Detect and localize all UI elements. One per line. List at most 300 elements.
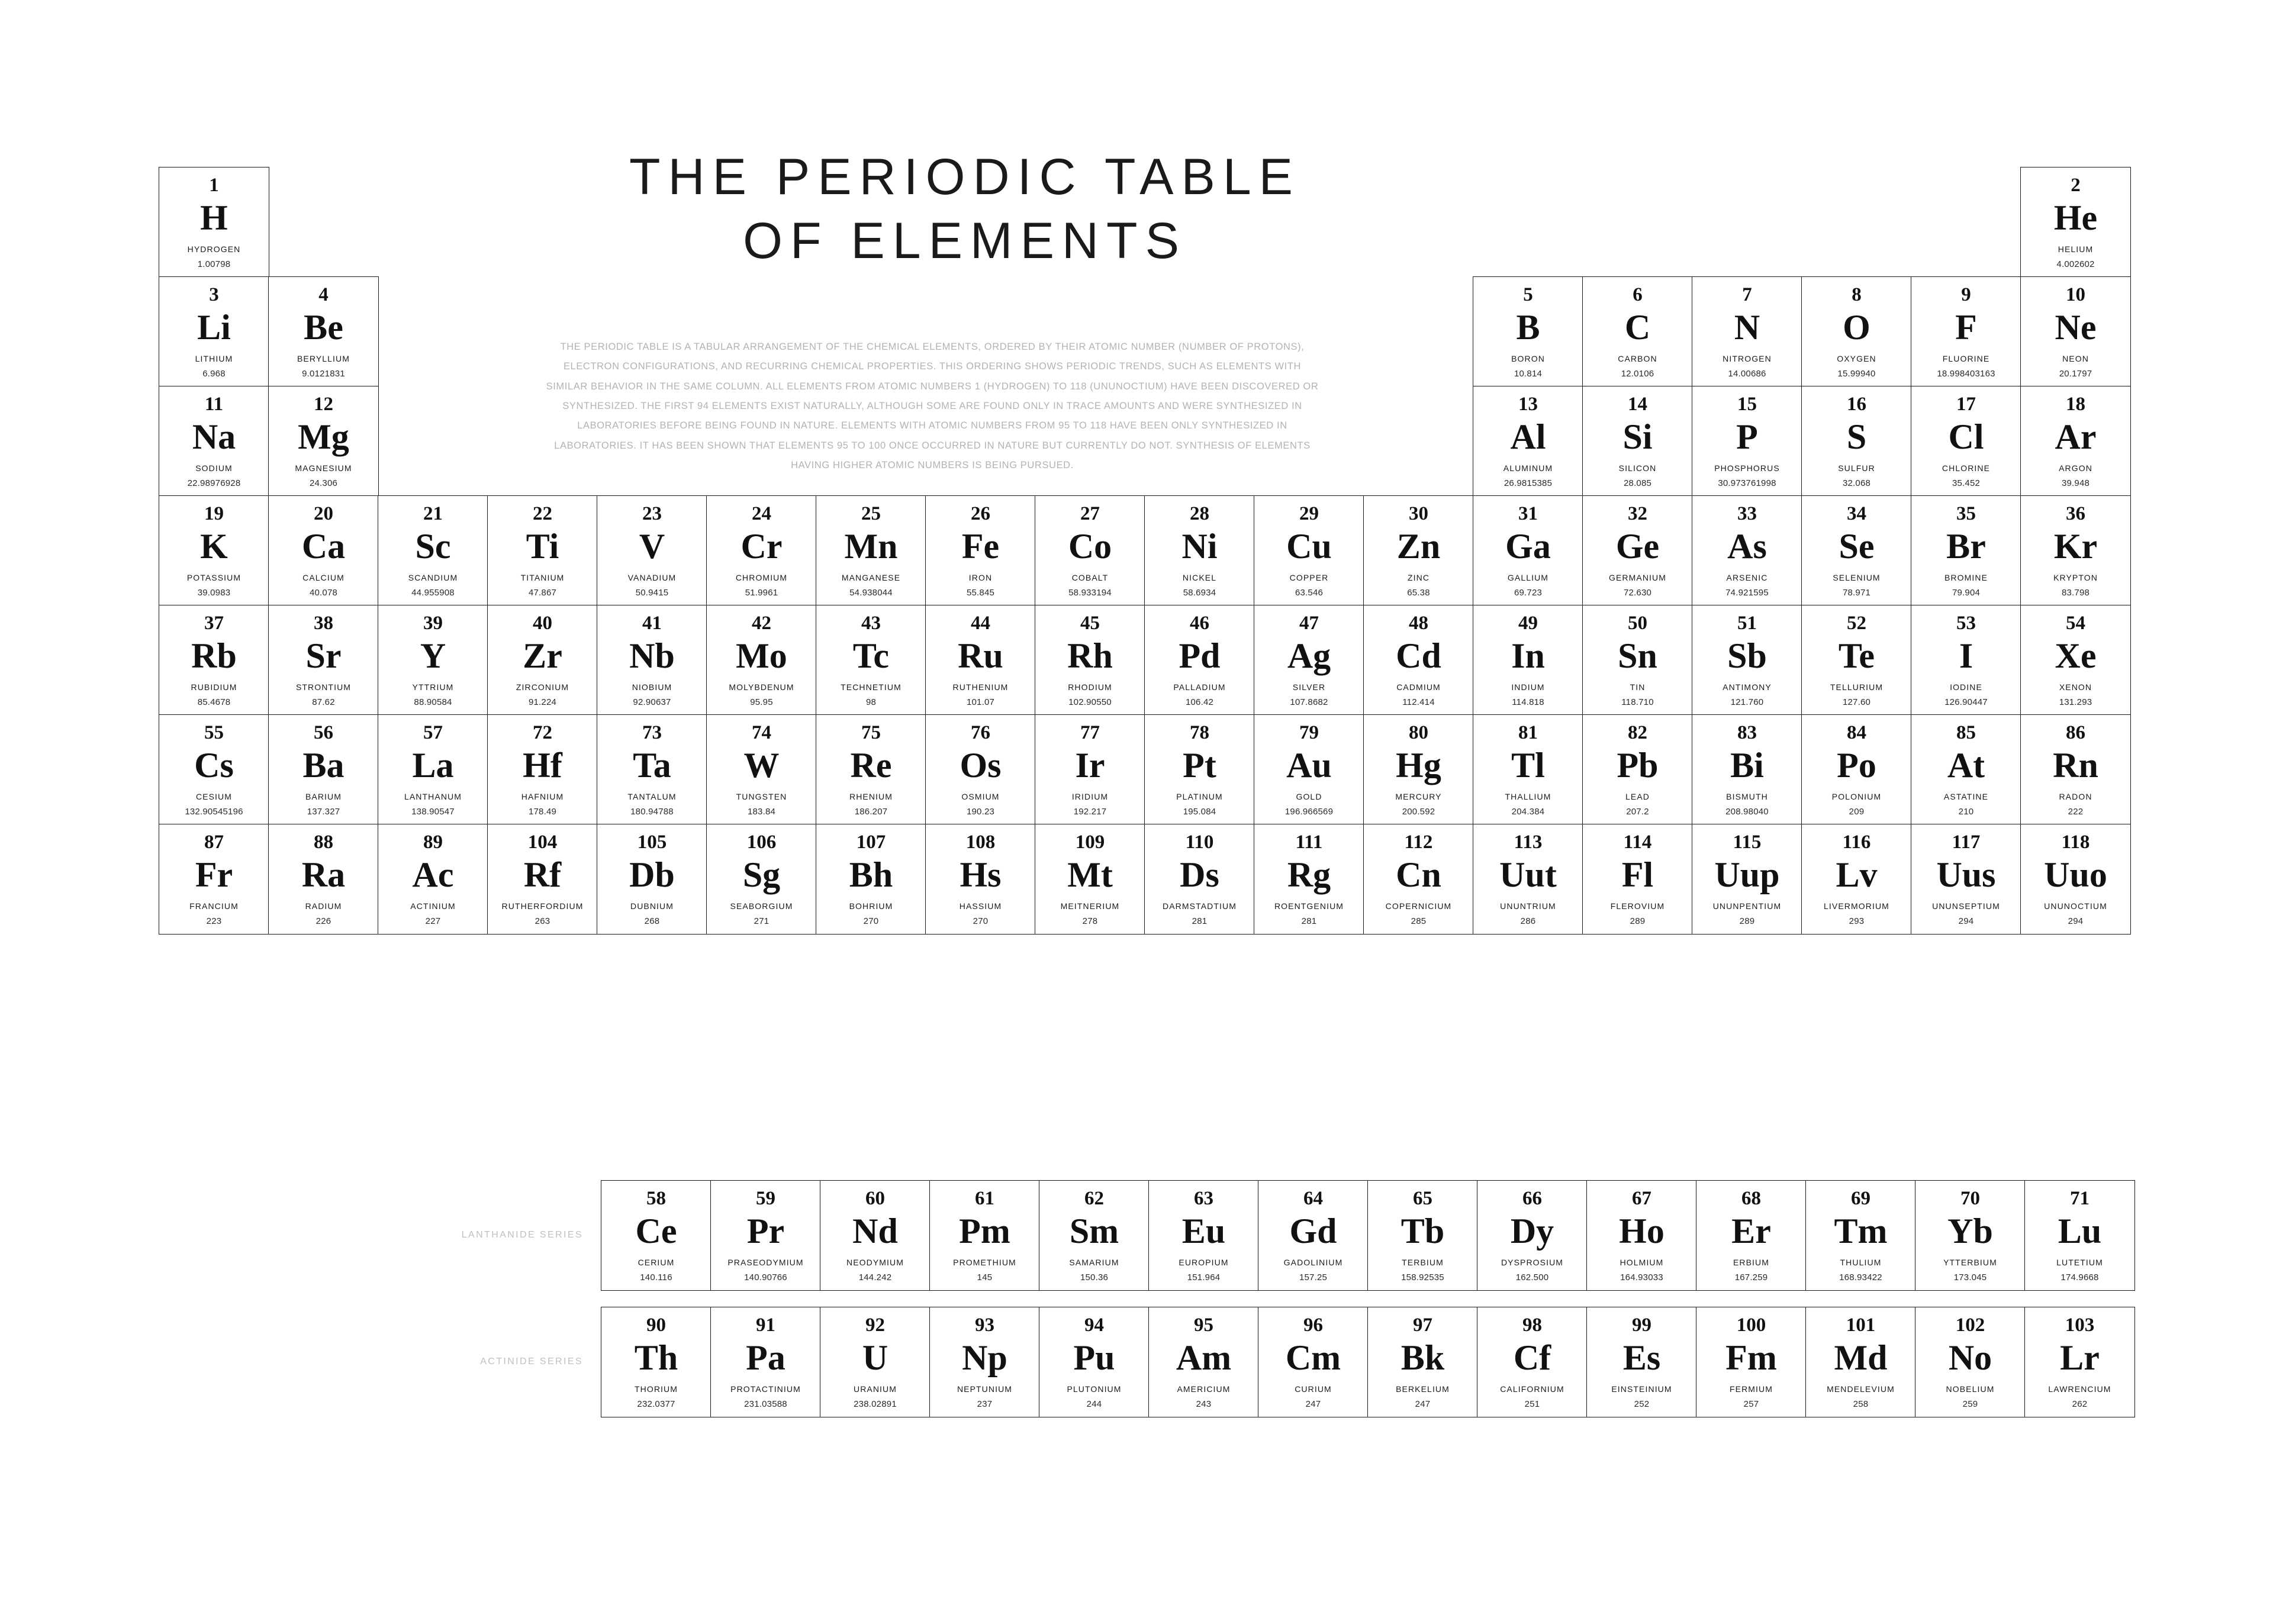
element-cell-cm[interactable] [1258, 1307, 1369, 1417]
element-cell-lr[interactable] [2024, 1307, 2135, 1417]
element-cell-gd[interactable] [1258, 1180, 1369, 1291]
element-name: ARGON [2059, 463, 2092, 473]
element-symbol: Bi [1730, 746, 1764, 785]
atomic-number: 38 [314, 613, 333, 634]
element-cell-si[interactable] [1582, 386, 1693, 497]
atomic-weight: 118.710 [1621, 697, 1654, 707]
element-symbol: At [1947, 746, 1985, 785]
element-name: IRON [968, 572, 993, 582]
atomic-weight: 137.327 [307, 806, 340, 817]
element-symbol: Ir [1075, 746, 1105, 785]
atomic-weight: 173.045 [1953, 1272, 1987, 1283]
element-cell-os[interactable] [925, 714, 1036, 825]
element-name: PROMETHIUM [953, 1257, 1016, 1267]
element-cell-tb[interactable] [1367, 1180, 1478, 1291]
atomic-number: 110 [1185, 832, 1214, 853]
element-cell-cn[interactable] [1363, 824, 1474, 935]
element-cell-pt[interactable] [1144, 714, 1255, 825]
element-symbol: U [862, 1338, 888, 1377]
element-cell-ca[interactable] [268, 495, 379, 606]
atomic-weight: 174.9668 [2060, 1272, 2099, 1283]
atomic-number: 114 [1623, 832, 1652, 853]
element-name: UNUNSEPTIUM [1932, 901, 2000, 911]
atomic-weight: 74.921595 [1725, 587, 1769, 598]
element-cell-sm[interactable] [1039, 1180, 1150, 1291]
atomic-weight: 114.818 [1512, 697, 1544, 707]
element-symbol: Md [1834, 1338, 1888, 1377]
atomic-weight: 132.90545196 [185, 806, 243, 817]
atomic-number: 59 [756, 1188, 775, 1209]
atomic-weight: 39.0983 [197, 587, 231, 598]
element-cell-lv[interactable] [1801, 824, 1912, 935]
element-cell-ge[interactable] [1582, 495, 1693, 606]
atomic-number: 97 [1413, 1314, 1432, 1336]
atomic-number: 2 [2071, 175, 2081, 196]
atomic-weight: 223 [206, 916, 222, 926]
element-name: POTASSIUM [186, 572, 242, 582]
element-cell-cf[interactable] [1477, 1307, 1588, 1417]
atomic-weight: 244 [1086, 1399, 1102, 1409]
element-cell-f[interactable] [1911, 276, 2021, 387]
atomic-weight: 222 [2068, 806, 2084, 817]
element-symbol: Po [1837, 746, 1876, 785]
element-cell-ho[interactable] [1586, 1180, 1697, 1291]
element-symbol: Kr [2053, 527, 2098, 566]
atomic-number: 93 [975, 1314, 994, 1336]
atomic-weight: 285 [1411, 916, 1427, 926]
element-cell-am[interactable] [1148, 1307, 1259, 1417]
element-cell-in[interactable] [1473, 605, 1583, 716]
title-line-1: THE PERIODIC TABLE [629, 149, 1301, 205]
element-cell-uup[interactable] [1692, 824, 1802, 935]
element-cell-ag[interactable] [1254, 605, 1364, 716]
element-cell-ar[interactable] [2020, 386, 2131, 497]
element-symbol: Tb [1400, 1211, 1445, 1251]
element-cell-s[interactable] [1801, 386, 1912, 497]
element-symbol: Ce [635, 1211, 677, 1251]
element-symbol: O [1843, 308, 1870, 347]
atomic-number: 1 [209, 175, 219, 196]
atomic-weight: 95.95 [750, 697, 773, 707]
element-name: NIOBIUM [632, 682, 672, 692]
element-name: NEON [2062, 353, 2089, 363]
atomic-weight: 200.592 [1402, 806, 1435, 817]
element-cell-uus[interactable] [1911, 824, 2021, 935]
atomic-number: 40 [533, 613, 552, 634]
element-cell-br[interactable] [1911, 495, 2021, 606]
atomic-number: 4 [318, 284, 329, 305]
atomic-weight: 92.90637 [633, 697, 671, 707]
element-symbol: Sc [415, 527, 451, 566]
element-cell-hf[interactable] [487, 714, 598, 825]
element-symbol: Rf [523, 855, 562, 894]
element-symbol: Fr [195, 855, 233, 894]
element-cell-zr[interactable] [487, 605, 598, 716]
atomic-weight: 14.00686 [1728, 368, 1766, 379]
element-cell-pd[interactable] [1144, 605, 1255, 716]
element-cell-xe[interactable] [2020, 605, 2131, 716]
atomic-number: 75 [861, 722, 881, 743]
element-cell-li[interactable] [159, 276, 269, 387]
element-symbol: Ac [412, 855, 454, 894]
atomic-weight: 144.242 [858, 1272, 892, 1283]
element-symbol: Th [634, 1338, 678, 1377]
atomic-weight: 271 [754, 916, 770, 926]
element-name: CARBON [1618, 353, 1657, 363]
element-name: NEODYMIUM [846, 1257, 904, 1267]
element-name: CHROMIUM [735, 572, 788, 582]
element-cell-zn[interactable] [1363, 495, 1474, 606]
element-cell-po[interactable] [1801, 714, 1912, 825]
atomic-number: 69 [1851, 1188, 1870, 1209]
element-cell-pr[interactable] [710, 1180, 821, 1291]
atomic-number: 48 [1409, 613, 1428, 634]
atomic-weight: 26.9815385 [1503, 478, 1553, 488]
element-cell-mo[interactable] [706, 605, 817, 716]
element-cell-al[interactable] [1473, 386, 1583, 497]
element-symbol: Cl [1948, 417, 1984, 456]
element-cell-cl[interactable] [1911, 386, 2021, 497]
atomic-number: 77 [1080, 722, 1100, 743]
element-cell-ne[interactable] [2020, 276, 2131, 387]
element-symbol: Rg [1287, 855, 1331, 894]
element-name: TELLURIUM [1830, 682, 1884, 692]
atomic-number: 115 [1733, 832, 1762, 853]
intro-paragraph: THE PERIODIC TABLE IS A TABULAR ARRANGEMENT OF THE CHEMICAL ELEMENTS, ORDERED BY THEIR ATOMIC NUMBER (NUMBER OF PROTONS), ELECTRON CONFIGURATIONS, AND RECURRING CHEMICAL PROPERTIES. THIS ORDERING SHOWS PERIODIC TRENDS, SUCH AS ELEMENTS WITH SIMILAR BEHAVIOR IN THE SAME COLUMN. ALL ELEMENTS FROM ATOMIC NUMBERS 1 (HYDROGEN) TO 118 (UNUNOCTIUM) HAVE BEEN DISCOVERED OR SYNTHESIZED. THE FIRST 94 ELEMENTS EXIST NATURALLY, ALTHOUGH SOME ARE FOUND ONLY IN TRACE AMOUNTS AND WERE SYNTHESIZED IN LABORATORIES BEFORE BEING FOUND IN NATURE. ELEMENTS WITH ATOMIC NUMBERS FROM 95 TO 118 HAVE BEEN ONLY SYNTHESIZED IN LABORATORIES. IT HAS BEEN SHOWN THAT ELEMENTS 95 TO 100 ONCE OCCURRED IN NATURE BUT CURRENTLY DO NOT. SYNTHESIS OF ELEMENTS HAVING HIGHER ATOMIC NUMBERS IS BEING PURSUED. [546, 341, 1319, 471]
element-name: RHODIUM [1068, 682, 1112, 692]
element-cell-hg[interactable] [1363, 714, 1474, 825]
element-symbol: In [1511, 636, 1545, 675]
atomic-number: 65 [1413, 1188, 1432, 1209]
element-cell-u[interactable] [820, 1307, 931, 1417]
atomic-number: 61 [975, 1188, 994, 1209]
atomic-number: 21 [423, 503, 443, 524]
element-cell-sb[interactable] [1692, 605, 1802, 716]
element-symbol: B [1516, 308, 1540, 347]
atomic-number: 25 [861, 503, 881, 524]
element-cell-bk[interactable] [1367, 1307, 1478, 1417]
element-symbol: Br [1946, 527, 1986, 566]
atomic-number: 106 [746, 832, 777, 853]
atomic-number: 85 [1956, 722, 1976, 743]
element-symbol: Ds [1180, 855, 1219, 894]
element-cell-v[interactable] [597, 495, 707, 606]
element-cell-ni[interactable] [1144, 495, 1255, 606]
element-name: SCANDIUM [408, 572, 458, 582]
element-cell-kr[interactable] [2020, 495, 2131, 606]
atomic-number: 36 [2066, 503, 2085, 524]
element-cell-sg[interactable] [706, 824, 817, 935]
element-name: FLEROVIUM [1610, 901, 1665, 911]
atomic-weight: 140.90766 [744, 1272, 787, 1283]
element-cell-se[interactable] [1801, 495, 1912, 606]
element-symbol: Ti [526, 527, 559, 566]
element-cell-db[interactable] [597, 824, 707, 935]
element-cell-na[interactable] [159, 386, 269, 497]
element-cell-cd[interactable] [1363, 605, 1474, 716]
atomic-weight: 121.760 [1730, 697, 1764, 707]
element-cell-rf[interactable] [487, 824, 598, 935]
atomic-number: 108 [965, 832, 996, 853]
element-cell-fr[interactable] [159, 824, 269, 935]
element-name: PLATINUM [1176, 791, 1223, 801]
atomic-weight: 195.084 [1183, 806, 1216, 817]
element-name: NITROGEN [1723, 353, 1772, 363]
atomic-weight: 35.452 [1952, 478, 1981, 488]
atomic-number: 87 [204, 832, 224, 853]
element-name: KRYPTON [2053, 572, 2098, 582]
element-cell-uut[interactable] [1473, 824, 1583, 935]
element-cell-i[interactable] [1911, 605, 2021, 716]
atomic-number: 42 [752, 613, 771, 634]
element-name: SEABORGIUM [730, 901, 793, 911]
atomic-number: 30 [1409, 503, 1428, 524]
atomic-weight: 83.798 [2061, 587, 2090, 598]
element-cell-sn[interactable] [1582, 605, 1693, 716]
atomic-weight: 9.0121831 [302, 368, 345, 379]
element-name: UNUNOCTIUM [2044, 901, 2107, 911]
atomic-number: 32 [1628, 503, 1647, 524]
element-cell-w[interactable] [706, 714, 817, 825]
atomic-weight: 270 [973, 916, 989, 926]
element-cell-cs[interactable] [159, 714, 269, 825]
element-cell-ta[interactable] [597, 714, 707, 825]
element-symbol: As [1727, 527, 1767, 566]
element-cell-pa[interactable] [710, 1307, 821, 1417]
element-symbol: La [412, 746, 454, 785]
element-cell-cu[interactable] [1254, 495, 1364, 606]
atomic-weight: 247 [1305, 1399, 1321, 1409]
element-cell-bi[interactable] [1692, 714, 1802, 825]
atomic-number: 23 [642, 503, 662, 524]
element-cell-pm[interactable] [929, 1180, 1040, 1291]
element-symbol: Zr [523, 636, 562, 675]
element-cell-he[interactable] [2020, 167, 2131, 278]
element-symbol: Ru [958, 636, 1003, 675]
element-cell-np[interactable] [929, 1307, 1040, 1417]
element-symbol: V [639, 527, 665, 566]
element-cell-ir[interactable] [1035, 714, 1145, 825]
element-name: PROTACTINIUM [730, 1384, 801, 1394]
element-cell-mt[interactable] [1035, 824, 1145, 935]
element-symbol: Dy [1510, 1211, 1554, 1251]
atomic-number: 44 [971, 613, 990, 634]
element-cell-sr[interactable] [268, 605, 379, 716]
element-cell-no[interactable] [1915, 1307, 2026, 1417]
element-cell-fe[interactable] [925, 495, 1036, 606]
element-name: HYDROGEN [187, 244, 241, 254]
element-name: POLONIUM [1831, 791, 1882, 801]
element-cell-cr[interactable] [706, 495, 817, 606]
element-cell-rn[interactable] [2020, 714, 2131, 825]
element-name: SELENIUM [1833, 572, 1881, 582]
atomic-weight: 278 [1082, 916, 1098, 926]
atomic-number: 67 [1632, 1188, 1651, 1209]
atomic-number: 58 [646, 1188, 666, 1209]
atomic-number: 111 [1295, 832, 1323, 853]
element-symbol: Li [197, 308, 231, 347]
element-symbol: He [2053, 198, 2098, 237]
element-cell-y[interactable] [378, 605, 488, 716]
element-cell-pu[interactable] [1039, 1307, 1150, 1417]
element-cell-nd[interactable] [820, 1180, 931, 1291]
element-cell-pb[interactable] [1582, 714, 1693, 825]
element-cell-au[interactable] [1254, 714, 1364, 825]
element-cell-lu[interactable] [2024, 1180, 2135, 1291]
atomic-number: 117 [1952, 832, 1981, 853]
element-name: PHOSPHORUS [1714, 463, 1780, 473]
atomic-number: 45 [1080, 613, 1100, 634]
element-name: MANGANESE [841, 572, 901, 582]
atomic-number: 57 [423, 722, 443, 743]
atomic-number: 26 [971, 503, 990, 524]
element-name: SULFUR [1838, 463, 1875, 473]
element-symbol: Al [1510, 417, 1546, 456]
element-cell-c[interactable] [1582, 276, 1693, 387]
element-symbol: Rb [191, 636, 237, 675]
element-cell-tc[interactable] [816, 605, 926, 716]
element-cell-co[interactable] [1035, 495, 1145, 606]
atomic-weight: 251 [1524, 1399, 1540, 1409]
element-name: TERBIUM [1402, 1257, 1444, 1267]
element-cell-ti[interactable] [487, 495, 598, 606]
atomic-number: 82 [1628, 722, 1647, 743]
atomic-number: 89 [423, 832, 443, 853]
atomic-weight: 58.933194 [1068, 587, 1112, 598]
atomic-number: 90 [646, 1314, 666, 1336]
element-symbol: Ra [301, 855, 346, 894]
element-cell-mg[interactable] [268, 386, 379, 497]
atomic-weight: 204.384 [1511, 806, 1545, 817]
element-cell-rh[interactable] [1035, 605, 1145, 716]
element-name: OXYGEN [1837, 353, 1876, 363]
element-cell-b[interactable] [1473, 276, 1583, 387]
element-cell-er[interactable] [1696, 1180, 1807, 1291]
element-symbol: Mt [1067, 855, 1113, 894]
title-line-2: OF ELEMENTS [743, 212, 1187, 270]
element-cell-fm[interactable] [1696, 1307, 1807, 1417]
atomic-number: 113 [1514, 832, 1543, 853]
atomic-number: 86 [2066, 722, 2085, 743]
element-cell-la[interactable] [378, 714, 488, 825]
element-symbol: C [1624, 308, 1651, 347]
element-cell-re[interactable] [816, 714, 926, 825]
element-name: BERYLLIUM [297, 353, 350, 363]
element-cell-ce[interactable] [601, 1180, 711, 1291]
element-cell-tm[interactable] [1805, 1180, 1916, 1291]
atomic-weight: 209 [1849, 806, 1865, 817]
atomic-number: 13 [1518, 394, 1538, 415]
element-cell-md[interactable] [1805, 1307, 1916, 1417]
element-cell-mn[interactable] [816, 495, 926, 606]
atomic-weight: 268 [644, 916, 660, 926]
element-cell-eu[interactable] [1148, 1180, 1259, 1291]
atomic-weight: 79.904 [1952, 587, 1981, 598]
element-symbol: Np [962, 1338, 1007, 1377]
element-cell-nb[interactable] [597, 605, 707, 716]
element-cell-ga[interactable] [1473, 495, 1583, 606]
element-symbol: Os [960, 746, 1002, 785]
atomic-number: 92 [865, 1314, 885, 1336]
element-cell-sc[interactable] [378, 495, 488, 606]
element-symbol: Pt [1183, 746, 1216, 785]
element-symbol: F [1955, 308, 1977, 347]
element-name: UNUNPENTIUM [1712, 901, 1782, 911]
element-name: EINSTEINIUM [1611, 1384, 1672, 1394]
element-cell-as[interactable] [1692, 495, 1802, 606]
element-symbol: Yb [1947, 1211, 1993, 1251]
element-symbol: Mg [298, 417, 349, 456]
element-name: HASSIUM [959, 901, 1002, 911]
element-symbol: Na [192, 417, 236, 456]
element-symbol: Cf [1513, 1338, 1551, 1377]
element-cell-dy[interactable] [1477, 1180, 1588, 1291]
element-cell-te[interactable] [1801, 605, 1912, 716]
element-name: LITHIUM [195, 353, 233, 363]
element-cell-k[interactable] [159, 495, 269, 606]
element-symbol: Cu [1286, 527, 1332, 566]
element-cell-bh[interactable] [816, 824, 926, 935]
element-symbol: Ne [2055, 308, 2097, 347]
element-cell-p[interactable] [1692, 386, 1802, 497]
atomic-number: 31 [1518, 503, 1538, 524]
element-name: BOHRIUM [849, 901, 893, 911]
element-symbol: Lv [1836, 855, 1878, 894]
atomic-number: 20 [314, 503, 333, 524]
element-name: ARSENIC [1726, 572, 1768, 582]
element-cell-ra[interactable] [268, 824, 379, 935]
element-cell-be[interactable] [268, 276, 379, 387]
element-cell-h[interactable] [159, 167, 269, 278]
element-cell-ds[interactable] [1144, 824, 1255, 935]
atomic-number: 22 [533, 503, 552, 524]
atomic-weight: 101.07 [966, 697, 995, 707]
element-symbol: Uup [1714, 855, 1780, 894]
atomic-number: 96 [1303, 1314, 1323, 1336]
atomic-weight: 58.6934 [1183, 587, 1216, 598]
element-cell-n[interactable] [1692, 276, 1802, 387]
element-name: HAFNIUM [521, 791, 564, 801]
element-name: EUROPIUM [1179, 1257, 1229, 1267]
element-cell-fl[interactable] [1582, 824, 1693, 935]
element-name: SILVER [1292, 682, 1326, 692]
element-symbol: Tl [1511, 746, 1545, 785]
atomic-weight: 162.500 [1515, 1272, 1549, 1283]
element-symbol: Pr [746, 1211, 785, 1251]
element-cell-ba[interactable] [268, 714, 379, 825]
element-cell-rb[interactable] [159, 605, 269, 716]
element-name: GERMANIUM [1608, 572, 1666, 582]
element-cell-ac[interactable] [378, 824, 488, 935]
element-cell-hs[interactable] [925, 824, 1036, 935]
atomic-number: 109 [1075, 832, 1105, 853]
element-cell-at[interactable] [1911, 714, 2021, 825]
element-cell-tl[interactable] [1473, 714, 1583, 825]
element-name: VANADIUM [627, 572, 677, 582]
element-cell-th[interactable] [601, 1307, 711, 1417]
element-symbol: Ta [633, 746, 671, 785]
atomic-number: 112 [1404, 832, 1433, 853]
element-cell-ru[interactable] [925, 605, 1036, 716]
element-cell-es[interactable] [1586, 1307, 1697, 1417]
element-symbol: Pm [959, 1211, 1010, 1251]
element-cell-uuo[interactable] [2020, 824, 2131, 935]
element-name: TUNGSTEN [736, 791, 787, 801]
element-cell-o[interactable] [1801, 276, 1912, 387]
element-cell-yb[interactable] [1915, 1180, 2026, 1291]
atomic-weight: 55.845 [966, 587, 995, 598]
element-cell-rg[interactable] [1254, 824, 1364, 935]
